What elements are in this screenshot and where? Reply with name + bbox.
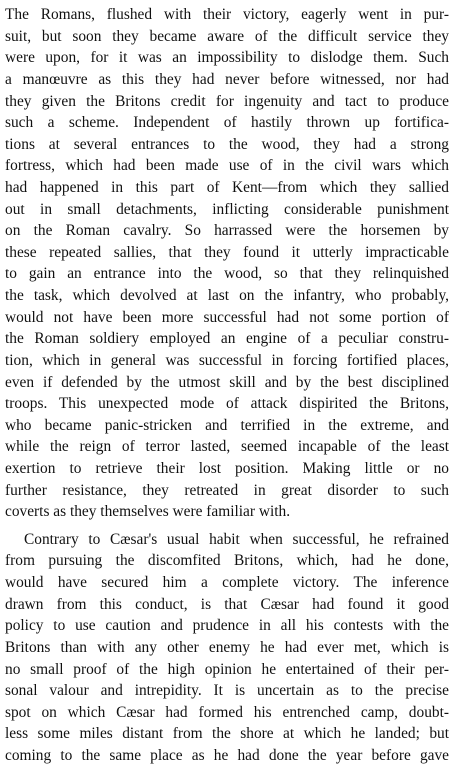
text-line: would not have been more successful had not some portion of [5, 308, 449, 326]
text-line: suit, but soon they became aware of the difficult service they [5, 27, 449, 45]
text-line: on the Roman cavalry. So harrassed were the horsemen by [5, 222, 449, 240]
text-line: fortress, which had been made use of in the civil wars which [5, 157, 449, 175]
text-line: tions at several entrances to the wood, they had a strong [5, 135, 449, 153]
text-line: the Roman soldiery employed an engine of a peculiar constru- [5, 330, 449, 348]
text-line: no small proof of the high opinion he entertained of their per- [5, 660, 449, 678]
text-line: less some miles distant from the shore at which he landed; but [5, 725, 449, 743]
text-line: had happened in this part of Kent—from which they sallied [5, 178, 449, 196]
text-line: Britons than with any other enemy he had ever met, which is [5, 638, 449, 656]
text-line: were upon, for it was an impossibility to dislodge them. Such [5, 49, 449, 67]
text-line: while the reign of terror lasted, seemed incapable of the least [5, 438, 449, 456]
text-line: Contrary to Cæsar's usual habit when successful, he refrained [24, 530, 449, 548]
text-line: to gain an entrance into the wood, so that they relinquished [5, 265, 449, 283]
text-line: the task, which devolved at last on the infantry, who probably, [5, 287, 449, 304]
text-line: tion, which in general was successful in forcing fortified places, [5, 351, 449, 369]
text-line: spot on which Cæsar had formed his entrenched camp, doubt- [5, 703, 449, 721]
text-line: from pursuing the discomfited Britons, which, had he done, [5, 552, 449, 570]
text-line: coverts as they themselves were familiar with. [5, 503, 291, 521]
text-line: these repeated sallies, that they found it utterly impracticable [5, 243, 449, 261]
text-line: out in small detachments, inflicting considerable punishment [5, 200, 449, 218]
text-line: further resistance, they retreated in great disorder to such [5, 481, 449, 499]
text-line: they given the Britons credit for ingenuity and tact to produce [5, 92, 449, 110]
text-line: exertion to retrieve their lost position. Making little or no [5, 460, 449, 477]
text-line: even if defended by the utmost skill and by the best disciplined [5, 373, 449, 391]
text-line: a manœuvre as this they had never before witnessed, nor had [5, 70, 449, 88]
text-line: coming to the same place as he had done the year before gave [5, 747, 449, 764]
text-line: troops. This unexpected mode of attack dispirited the Britons, [5, 395, 449, 413]
text-line: The Romans, flushed with their victory, eagerly went in pur- [5, 6, 449, 23]
text-line: policy to use caution and prudence in all his contests with the [5, 617, 449, 635]
text-line: sonal valour and intrepidity. It is uncertain as to the precise [5, 682, 449, 700]
text-line: drawn from this conduct, is that Cæsar had found it good [5, 595, 449, 613]
text-line: would have secured him a complete victory. The inference [5, 574, 449, 592]
text-line: such a scheme. Independent of hastily thrown up fortifica- [5, 114, 449, 132]
text-line: who became panic-stricken and terrified in the extreme, and [5, 416, 449, 434]
